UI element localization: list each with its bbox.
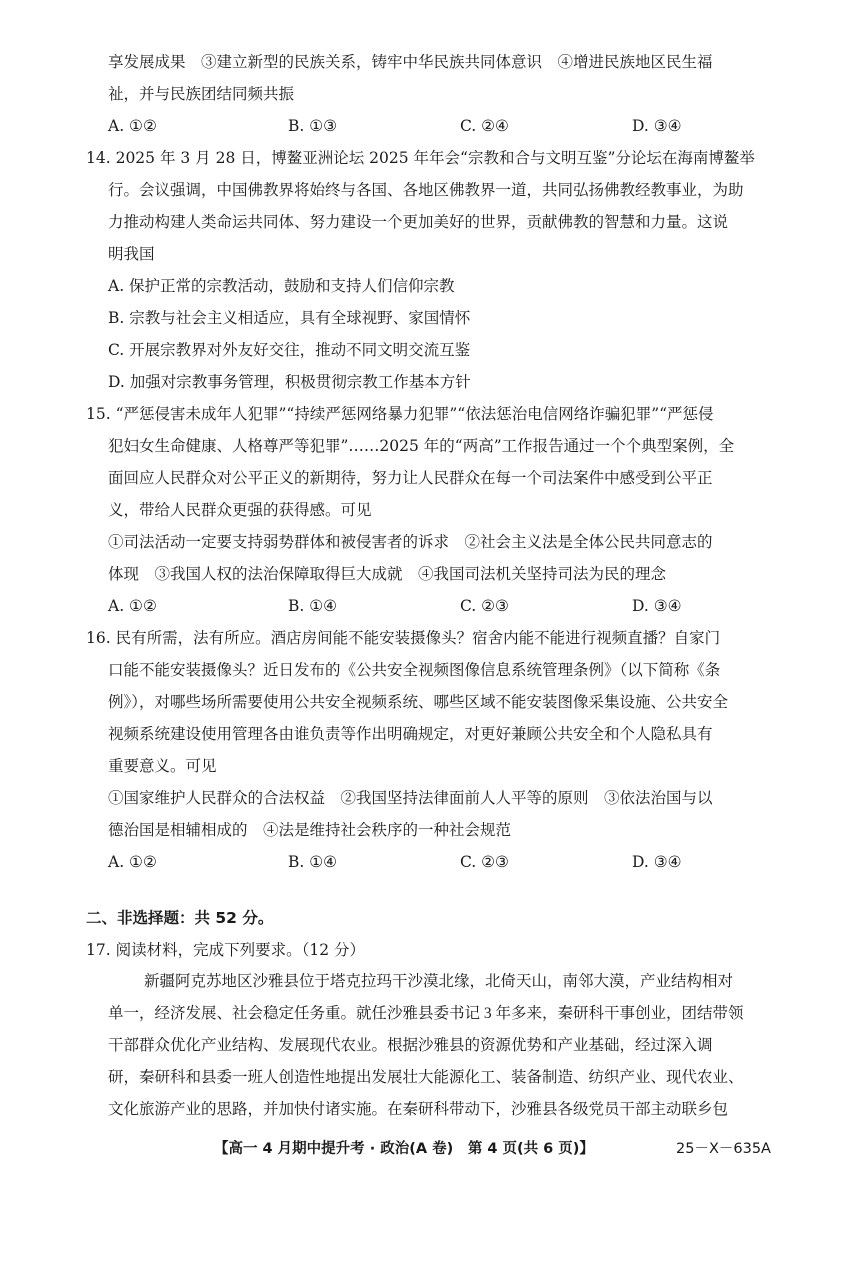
- q14-choice-d: D. 加强对宗教事务管理，积极贯彻宗教工作基本方针: [108, 373, 471, 391]
- q17-material-line: 干部群众优化产业结构、发展现代农业。根据沙雅县的资源优势和产业基础，经过深入调: [108, 1037, 713, 1054]
- q17-material-line: 文化旅游产业的思路，并加快付诸实施。在秦研科带动下，沙雅县各级党员干部主动联乡包: [108, 1101, 729, 1118]
- q16-stem-line: 例》），对哪些场所需要使用公共安全视频系统、哪些区域不能安装图像采集设施、公共安全: [108, 693, 729, 711]
- option-c: C. ②④: [460, 117, 509, 135]
- q14-stem-line: 明我国: [108, 245, 155, 263]
- q17-material-line: 新疆阿克苏地区沙雅县位于塔克拉玛干沙漠北缘，北倚天山，南邻大漠，产业结构相对: [144, 973, 734, 990]
- q15-stem-line: 犯妇女生命健康、人格尊严等犯罪”……2025 年的“两高”工作报告通过一个个典型案例，全: [108, 437, 735, 455]
- q14-stem-line: 力推动构建人类命运共同体、努力建设一个更加美好的世界，贡献佛教的智慧和力量。这说: [108, 213, 729, 231]
- option-a: A. ①②: [108, 117, 157, 135]
- q16-stem-line: 口能不能安装摄像头？近日发布的《公共安全视频图像信息系统管理条例》（以下简称《条: [108, 661, 721, 679]
- q14-choice-c: C. 开展宗教界对外友好交往，推动不同文明交流互鉴: [108, 341, 471, 359]
- q16-statement-line: 德治国是相辅相成的 ④法是维持社会秩序的一种社会规范: [108, 821, 512, 839]
- option-a: A. ①②: [108, 853, 157, 871]
- q16-options: [108, 848, 788, 876]
- option-d: D. ③④: [632, 597, 682, 615]
- q14-choice-b: B. 宗教与社会主义相适应，具有全球视野、家国情怀: [108, 309, 471, 327]
- option-d: D. ③④: [632, 853, 682, 871]
- q15-stem-line: 15. “严惩侵害未成年人犯罪”“持续严惩网络暴力犯罪”“依法惩治电信网络诈骗犯罪”“严惩侵: [86, 405, 714, 423]
- q16-statement-line: ①国家维护人民群众的合法权益 ②我国坚持法律面前人人平等的原则 ③依法治国与以: [108, 789, 713, 807]
- page-footer-code: 25－X－635A: [676, 1141, 771, 1157]
- option-c: C. ②③: [460, 853, 509, 871]
- q14-stem-line: 14. 2025 年 3 月 28 日，博鳌亚洲论坛 2025 年年会“宗教和合与文明互鉴”分论坛在海南博鳌举: [86, 149, 755, 167]
- q13-options: [108, 112, 788, 140]
- option-b: B. ①④: [288, 597, 338, 615]
- q15-statement-line: ①司法活动一定要支持弱势群体和被侵害者的诉求 ②社会主义法是全体公民共同意志的: [108, 533, 713, 551]
- q16-stem-line: 视频系统建设使用管理各由谁负责等作出明确规定，对更好兼顾公共安全和个人隐私具有: [108, 725, 713, 743]
- section-heading: 二、非选择题：共 52 分。: [86, 909, 274, 927]
- option-b: B. ①③: [288, 117, 338, 135]
- option-b: B. ①④: [288, 853, 338, 871]
- option-c: C. ②③: [460, 597, 509, 615]
- q16-stem-line: 重要意义。可见: [108, 757, 217, 775]
- q15-stem-line: 义，带给人民群众更强的获得感。可见: [108, 501, 372, 519]
- option-d: D. ③④: [632, 117, 682, 135]
- q15-stem-line: 面回应人民群众对公平正义的新期待，努力让人民群众在每一个司法案件中感受到公平正: [108, 469, 713, 487]
- q13-text-line: 祉，并与民族团结同频共振: [108, 85, 295, 103]
- q14-choice-a: A. 保护正常的宗教活动，鼓励和支持人们信仰宗教: [108, 277, 455, 295]
- q15-options: [108, 592, 788, 620]
- q17-material-line: 单一，经济发展、社会稳定任务重。就任沙雅县委书记 3 年多来，秦研科干事创业，团结带领: [108, 1005, 744, 1022]
- q14-stem-line: 行。会议强调，中国佛教界将始终与各国、各地区佛教界一道，共同弘扬佛教经教事业，为助: [108, 181, 744, 199]
- q17-material-line: 研，秦研科和县委一班人创造性地提出发展壮大能源化工、装备制造、纺织产业、现代农业、: [108, 1069, 744, 1086]
- q17-stem: 17. 阅读材料，完成下列要求。（12 分）: [86, 941, 365, 959]
- q13-text-line: 享发展成果 ③建立新型的民族关系，铸牢中华民族共同体意识 ④增进民族地区民生福: [108, 53, 713, 71]
- page-footer-title: 【高一 4 月期中提升考 · 政治(A 卷) 第 4 页(共 6 页)】: [214, 1141, 594, 1157]
- option-a: A. ①②: [108, 597, 157, 615]
- q16-stem-line: 16. 民有所需，法有所应。酒店房间能不能安装摄像头？宿舍内能不能进行视频直播？自家门: [86, 629, 721, 647]
- q15-statement-line: 体现 ③我国人权的法治保障取得巨大成就 ④我国司法机关坚持司法为民的理念: [108, 565, 667, 583]
